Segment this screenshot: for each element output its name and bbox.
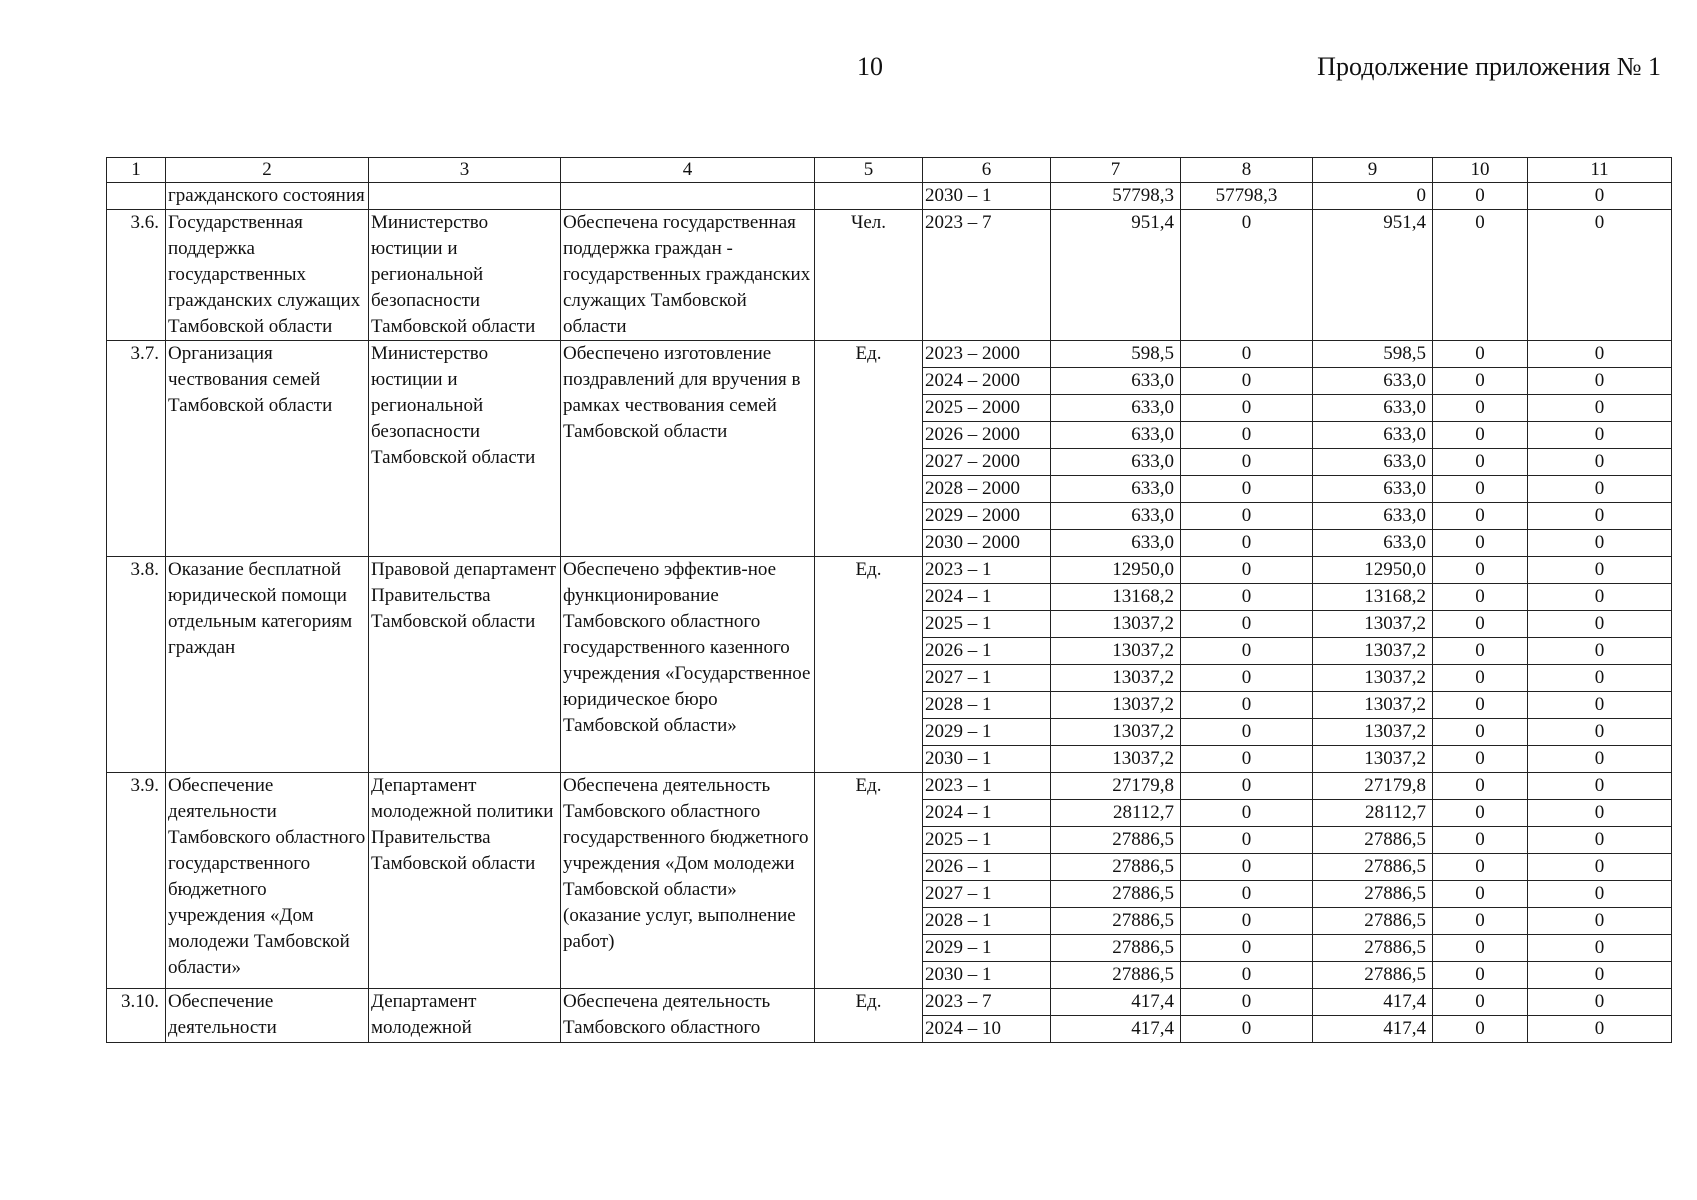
table-row [107,210,1672,341]
executor-cell [369,183,561,210]
federal-budget-cell: 0 [1181,530,1313,557]
activity-number-cell: 3.9. [107,773,166,989]
year-target-cell: 2025 – 1 [923,611,1051,638]
column-header: 7 [1051,158,1181,183]
regional-budget-cell: 633,0 [1313,449,1433,476]
table-row [107,989,1672,1016]
unit-cell: Ед. [815,773,923,989]
activity-number-cell: 3.6. [107,210,166,341]
local-budget-cell: 0 [1433,422,1528,449]
extra-budget-cell: 0 [1528,665,1672,692]
extra-budget-cell: 0 [1528,183,1672,210]
total-cell: 633,0 [1051,476,1181,503]
column-header: 1 [107,158,166,183]
local-budget-cell: 0 [1433,530,1528,557]
extra-budget-cell: 0 [1528,989,1672,1016]
extra-budget-cell: 0 [1528,368,1672,395]
extra-budget-cell: 0 [1528,800,1672,827]
activity-name-cell: Государственная поддержка государственных гражданских служащих Тамбовской области [166,210,369,341]
year-target-cell: 2027 – 1 [923,665,1051,692]
total-cell: 951,4 [1051,210,1181,341]
local-budget-cell: 0 [1433,719,1528,746]
extra-budget-cell: 0 [1528,908,1672,935]
total-cell: 13037,2 [1051,719,1181,746]
regional-budget-cell: 633,0 [1313,530,1433,557]
page-number: 10 [857,52,883,81]
table-row [107,557,1672,584]
extra-budget-cell: 0 [1528,584,1672,611]
year-target-cell: 2024 – 10 [923,1016,1051,1043]
regional-budget-cell: 27886,5 [1313,881,1433,908]
total-cell: 633,0 [1051,503,1181,530]
total-cell: 13037,2 [1051,611,1181,638]
extra-budget-cell: 0 [1528,935,1672,962]
regional-budget-cell: 417,4 [1313,1016,1433,1043]
total-cell: 417,4 [1051,989,1181,1016]
total-cell: 27179,8 [1051,773,1181,800]
column-number-row [107,158,1672,183]
extra-budget-cell: 0 [1528,638,1672,665]
federal-budget-cell: 0 [1181,395,1313,422]
local-budget-cell: 0 [1433,183,1528,210]
year-target-cell: 2029 – 2000 [923,503,1051,530]
year-target-cell: 2030 – 1 [923,962,1051,989]
result-cell: Обеспечена государственная поддержка граждан - государственных гражданских служащих Тамбовской области [561,210,815,341]
executor-cell: Министерство юстиции и региональной безопасности Тамбовской области [369,341,561,557]
federal-budget-cell: 0 [1181,989,1313,1016]
table-row [107,341,1672,368]
activity-number-cell: 3.8. [107,557,166,773]
extra-budget-cell: 0 [1528,503,1672,530]
table-row [107,183,1672,210]
year-target-cell: 2024 – 1 [923,584,1051,611]
executor-cell: Департамент молодежной [369,989,561,1043]
regional-budget-cell: 0 [1313,183,1433,210]
regional-budget-cell: 13037,2 [1313,719,1433,746]
extra-budget-cell: 0 [1528,611,1672,638]
local-budget-cell: 0 [1433,1016,1528,1043]
program-table [106,157,1672,1043]
federal-budget-cell: 0 [1181,476,1313,503]
extra-budget-cell: 0 [1528,557,1672,584]
regional-budget-cell: 28112,7 [1313,800,1433,827]
regional-budget-cell: 633,0 [1313,395,1433,422]
total-cell: 633,0 [1051,530,1181,557]
year-target-cell: 2030 – 2000 [923,530,1051,557]
federal-budget-cell: 0 [1181,881,1313,908]
total-cell: 13037,2 [1051,746,1181,773]
regional-budget-cell: 27886,5 [1313,908,1433,935]
extra-budget-cell: 0 [1528,395,1672,422]
federal-budget-cell: 0 [1181,503,1313,530]
unit-cell: Ед. [815,341,923,557]
regional-budget-cell: 27886,5 [1313,962,1433,989]
year-target-cell: 2027 – 2000 [923,449,1051,476]
regional-budget-cell: 633,0 [1313,422,1433,449]
result-cell: Обеспечена деятельность Тамбовского областного [561,989,815,1043]
total-cell: 633,0 [1051,422,1181,449]
regional-budget-cell: 13037,2 [1313,638,1433,665]
activity-name-cell: Организация чествования семей Тамбовской области [166,341,369,557]
federal-budget-cell: 0 [1181,368,1313,395]
column-header: 9 [1313,158,1433,183]
local-budget-cell: 0 [1433,210,1528,341]
local-budget-cell: 0 [1433,368,1528,395]
year-target-cell: 2030 – 1 [923,183,1051,210]
federal-budget-cell: 0 [1181,638,1313,665]
total-cell: 27886,5 [1051,827,1181,854]
extra-budget-cell: 0 [1528,422,1672,449]
column-header: 11 [1528,158,1672,183]
federal-budget-cell: 0 [1181,1016,1313,1043]
regional-budget-cell: 13037,2 [1313,692,1433,719]
extra-budget-cell: 0 [1528,773,1672,800]
local-budget-cell: 0 [1433,395,1528,422]
federal-budget-cell: 0 [1181,557,1313,584]
year-target-cell: 2027 – 1 [923,881,1051,908]
column-header: 4 [561,158,815,183]
year-target-cell: 2025 – 2000 [923,395,1051,422]
total-cell: 57798,3 [1051,183,1181,210]
activity-number-cell [107,183,166,210]
local-budget-cell: 0 [1433,503,1528,530]
federal-budget-cell: 0 [1181,584,1313,611]
local-budget-cell: 0 [1433,962,1528,989]
unit-cell: Ед. [815,557,923,773]
regional-budget-cell: 633,0 [1313,476,1433,503]
regional-budget-cell: 27886,5 [1313,827,1433,854]
federal-budget-cell: 0 [1181,746,1313,773]
column-header: 8 [1181,158,1313,183]
federal-budget-cell: 0 [1181,210,1313,341]
local-budget-cell: 0 [1433,989,1528,1016]
activity-name-cell: Обеспечение деятельности [166,989,369,1043]
regional-budget-cell: 13037,2 [1313,746,1433,773]
local-budget-cell: 0 [1433,584,1528,611]
extra-budget-cell: 0 [1528,530,1672,557]
total-cell: 28112,7 [1051,800,1181,827]
total-cell: 13037,2 [1051,665,1181,692]
federal-budget-cell: 0 [1181,692,1313,719]
local-budget-cell: 0 [1433,908,1528,935]
table-row [107,773,1672,800]
federal-budget-cell: 0 [1181,611,1313,638]
year-target-cell: 2028 – 2000 [923,476,1051,503]
regional-budget-cell: 633,0 [1313,503,1433,530]
total-cell: 598,5 [1051,341,1181,368]
total-cell: 13037,2 [1051,638,1181,665]
federal-budget-cell: 0 [1181,800,1313,827]
local-budget-cell: 0 [1433,773,1528,800]
local-budget-cell: 0 [1433,881,1528,908]
federal-budget-cell: 0 [1181,341,1313,368]
regional-budget-cell: 598,5 [1313,341,1433,368]
federal-budget-cell: 0 [1181,449,1313,476]
year-target-cell: 2023 – 2000 [923,341,1051,368]
total-cell: 633,0 [1051,449,1181,476]
regional-budget-cell: 951,4 [1313,210,1433,341]
year-target-cell: 2028 – 1 [923,908,1051,935]
result-cell [561,183,815,210]
extra-budget-cell: 0 [1528,341,1672,368]
extra-budget-cell: 0 [1528,210,1672,341]
regional-budget-cell: 27886,5 [1313,854,1433,881]
extra-budget-cell: 0 [1528,692,1672,719]
year-target-cell: 2030 – 1 [923,746,1051,773]
total-cell: 27886,5 [1051,854,1181,881]
regional-budget-cell: 13168,2 [1313,584,1433,611]
table-body [107,158,1672,1043]
federal-budget-cell: 57798,3 [1181,183,1313,210]
year-target-cell: 2024 – 2000 [923,368,1051,395]
total-cell: 417,4 [1051,1016,1181,1043]
local-budget-cell: 0 [1433,800,1528,827]
local-budget-cell: 0 [1433,854,1528,881]
extra-budget-cell: 0 [1528,449,1672,476]
local-budget-cell: 0 [1433,557,1528,584]
executor-cell: Правовой департамент Правительства Тамбовской области [369,557,561,773]
federal-budget-cell: 0 [1181,773,1313,800]
unit-cell: Ед. [815,989,923,1043]
total-cell: 633,0 [1051,368,1181,395]
federal-budget-cell: 0 [1181,935,1313,962]
extra-budget-cell: 0 [1528,881,1672,908]
local-budget-cell: 0 [1433,611,1528,638]
extra-budget-cell: 0 [1528,719,1672,746]
year-target-cell: 2023 – 7 [923,989,1051,1016]
regional-budget-cell: 12950,0 [1313,557,1433,584]
executor-cell: Министерство юстиции и региональной безопасности Тамбовской области [369,210,561,341]
local-budget-cell: 0 [1433,449,1528,476]
federal-budget-cell: 0 [1181,908,1313,935]
federal-budget-cell: 0 [1181,719,1313,746]
column-header: 3 [369,158,561,183]
year-target-cell: 2024 – 1 [923,800,1051,827]
column-header: 5 [815,158,923,183]
federal-budget-cell: 0 [1181,827,1313,854]
column-header: 2 [166,158,369,183]
activity-name-cell: Обеспечение деятельности Тамбовского областного государственного бюджетного учреждения «Дом молодежи Тамбовской области» [166,773,369,989]
local-budget-cell: 0 [1433,935,1528,962]
regional-budget-cell: 633,0 [1313,368,1433,395]
year-target-cell: 2029 – 1 [923,935,1051,962]
local-budget-cell: 0 [1433,638,1528,665]
year-target-cell: 2026 – 1 [923,638,1051,665]
year-target-cell: 2023 – 1 [923,773,1051,800]
total-cell: 27886,5 [1051,881,1181,908]
total-cell: 633,0 [1051,395,1181,422]
regional-budget-cell: 27179,8 [1313,773,1433,800]
activity-name-cell: гражданского состояния [166,183,369,210]
federal-budget-cell: 0 [1181,422,1313,449]
activity-name-cell: Оказание бесплатной юридической помощи отдельным категориям граждан [166,557,369,773]
regional-budget-cell: 27886,5 [1313,935,1433,962]
continuation-caption: Продолжение приложения № 1 [1317,52,1661,81]
result-cell: Обеспечена деятельность Тамбовского областного государственного бюджетного учреждения «Дом молодежи Тамбовской области» (оказание услуг, выполнение работ) [561,773,815,989]
local-budget-cell: 0 [1433,692,1528,719]
unit-cell: Чел. [815,210,923,341]
year-target-cell: 2028 – 1 [923,692,1051,719]
result-cell: Обеспечено эффектив-ное функционирование Тамбовского областного государственного казенного учреждения «Государственное юридическое бюро Тамбовской области» [561,557,815,773]
result-cell: Обеспечено изготовление поздравлений для вручения в рамках чествования семей Тамбовской области [561,341,815,557]
extra-budget-cell: 0 [1528,1016,1672,1043]
local-budget-cell: 0 [1433,341,1528,368]
local-budget-cell: 0 [1433,665,1528,692]
activity-number-cell: 3.7. [107,341,166,557]
year-target-cell: 2029 – 1 [923,719,1051,746]
total-cell: 13168,2 [1051,584,1181,611]
total-cell: 27886,5 [1051,962,1181,989]
local-budget-cell: 0 [1433,476,1528,503]
column-header: 10 [1433,158,1528,183]
extra-budget-cell: 0 [1528,962,1672,989]
activity-number-cell: 3.10. [107,989,166,1043]
regional-budget-cell: 417,4 [1313,989,1433,1016]
local-budget-cell: 0 [1433,827,1528,854]
regional-budget-cell: 13037,2 [1313,665,1433,692]
total-cell: 13037,2 [1051,692,1181,719]
extra-budget-cell: 0 [1528,746,1672,773]
year-target-cell: 2023 – 7 [923,210,1051,341]
extra-budget-cell: 0 [1528,827,1672,854]
year-target-cell: 2025 – 1 [923,827,1051,854]
total-cell: 12950,0 [1051,557,1181,584]
year-target-cell: 2026 – 1 [923,854,1051,881]
column-header: 6 [923,158,1051,183]
unit-cell [815,183,923,210]
year-target-cell: 2026 – 2000 [923,422,1051,449]
federal-budget-cell: 0 [1181,665,1313,692]
extra-budget-cell: 0 [1528,854,1672,881]
executor-cell: Департамент молодежной политики Правительства Тамбовской области [369,773,561,989]
local-budget-cell: 0 [1433,746,1528,773]
federal-budget-cell: 0 [1181,854,1313,881]
total-cell: 27886,5 [1051,935,1181,962]
federal-budget-cell: 0 [1181,962,1313,989]
extra-budget-cell: 0 [1528,476,1672,503]
total-cell: 27886,5 [1051,908,1181,935]
regional-budget-cell: 13037,2 [1313,611,1433,638]
year-target-cell: 2023 – 1 [923,557,1051,584]
